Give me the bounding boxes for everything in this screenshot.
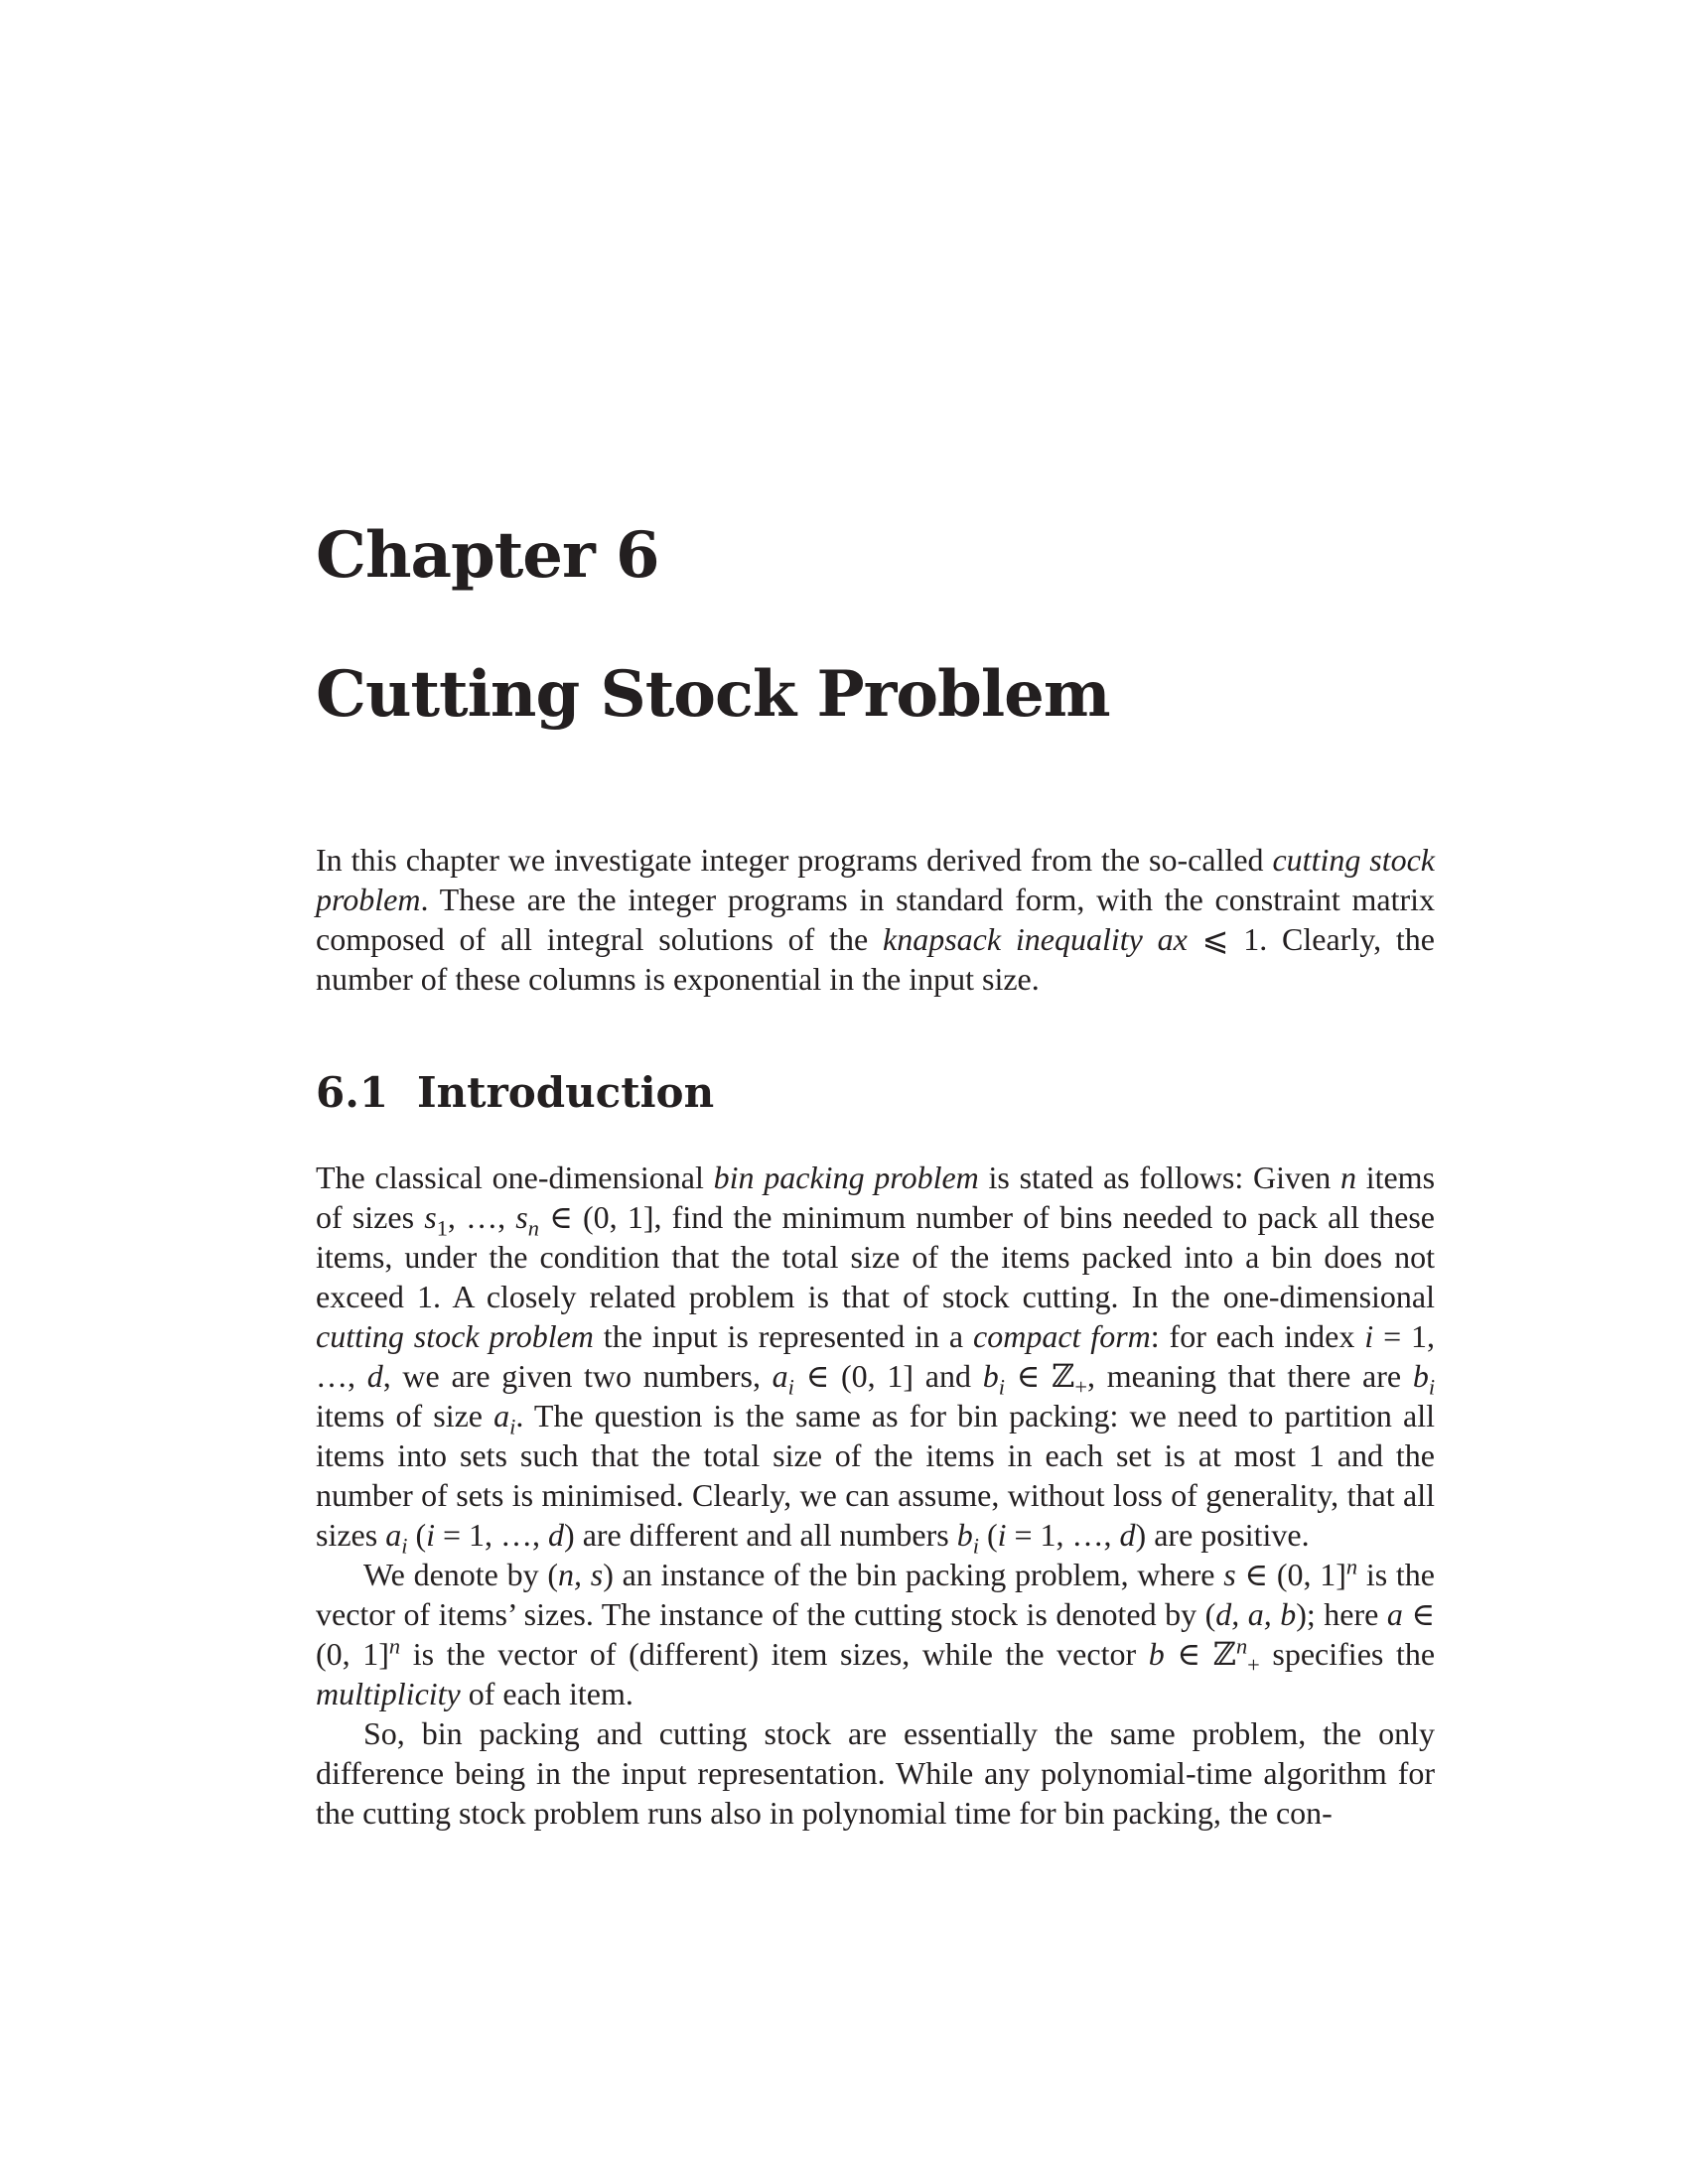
paragraph-1: The classical one-dimensional bin packing problem is stated as follows: Given n items of sizes $s_1$, …, $s_n$ ∈ (0, 1], find the minimum number of bins needed to pack all these items, under the condition that the total size of the items packed into a bin does not exceed 1. A closely related problem is that of stock cutting. In the one-dimensional cutting stock problem the input is represented in a compact form: for each index i = 1, …, d, we are given two numbers, $a_i$ ∈ (0, 1] and $b_i$ ∈ ℤ$_+$, meaning that there are $b_i$ items of size $a_i$. The question is the same as for bin packing: we need to partition all items into sets such that the total size of the items in each set is at most 1 and the number of sets is minimised. Clearly, we can assume, without loss of generality, that all sizes $a_i$ (i = 1, …, d) are different and all numbers $b_i$ (i = 1, …, d) are positive. bbox=[316, 1160, 1436, 1559]
section-body bbox=[316, 1158, 1435, 1833]
section-number: 6.1 bbox=[316, 1068, 389, 1117]
chapter-label: Chapter 6 bbox=[316, 518, 659, 593]
paragraph-3: So, bin packing and cutting stock are essentially the same problem, the only difference being in the input representation. While any polynomial-time algorithm for the cutting stock problem runs also in polynomial time for bin packing, the con- bbox=[316, 1715, 1435, 1831]
abstract-paragraph: In this chapter we investigate integer programs derived from the so-called cutting stock problem. These are the integer programs in standard form, with the constraint matrix composed of all integral solutions of the knapsack inequality ax ⩽ 1. Clearly, the number of these columns is exponential in the input size. bbox=[316, 842, 1436, 997]
chapter-abstract bbox=[316, 840, 1435, 999]
section-title: Introduction bbox=[417, 1068, 715, 1117]
section-heading bbox=[316, 1068, 715, 1117]
chapter-title: Cutting Stock Problem bbox=[316, 657, 1110, 732]
paragraph-2: We denote by (n, s) an instance of the bin packing problem, where s ∈ (0, 1]$^n$ is the vector of items’ sizes. The instance of the cutting stock is denoted by (d, a, b); here a ∈ (0, 1]$^n$ is the vector of (different) item sizes, while the vector b ∈ ℤ$^n_+$ specifies the multiplicity of each item. bbox=[316, 1554, 1436, 1711]
